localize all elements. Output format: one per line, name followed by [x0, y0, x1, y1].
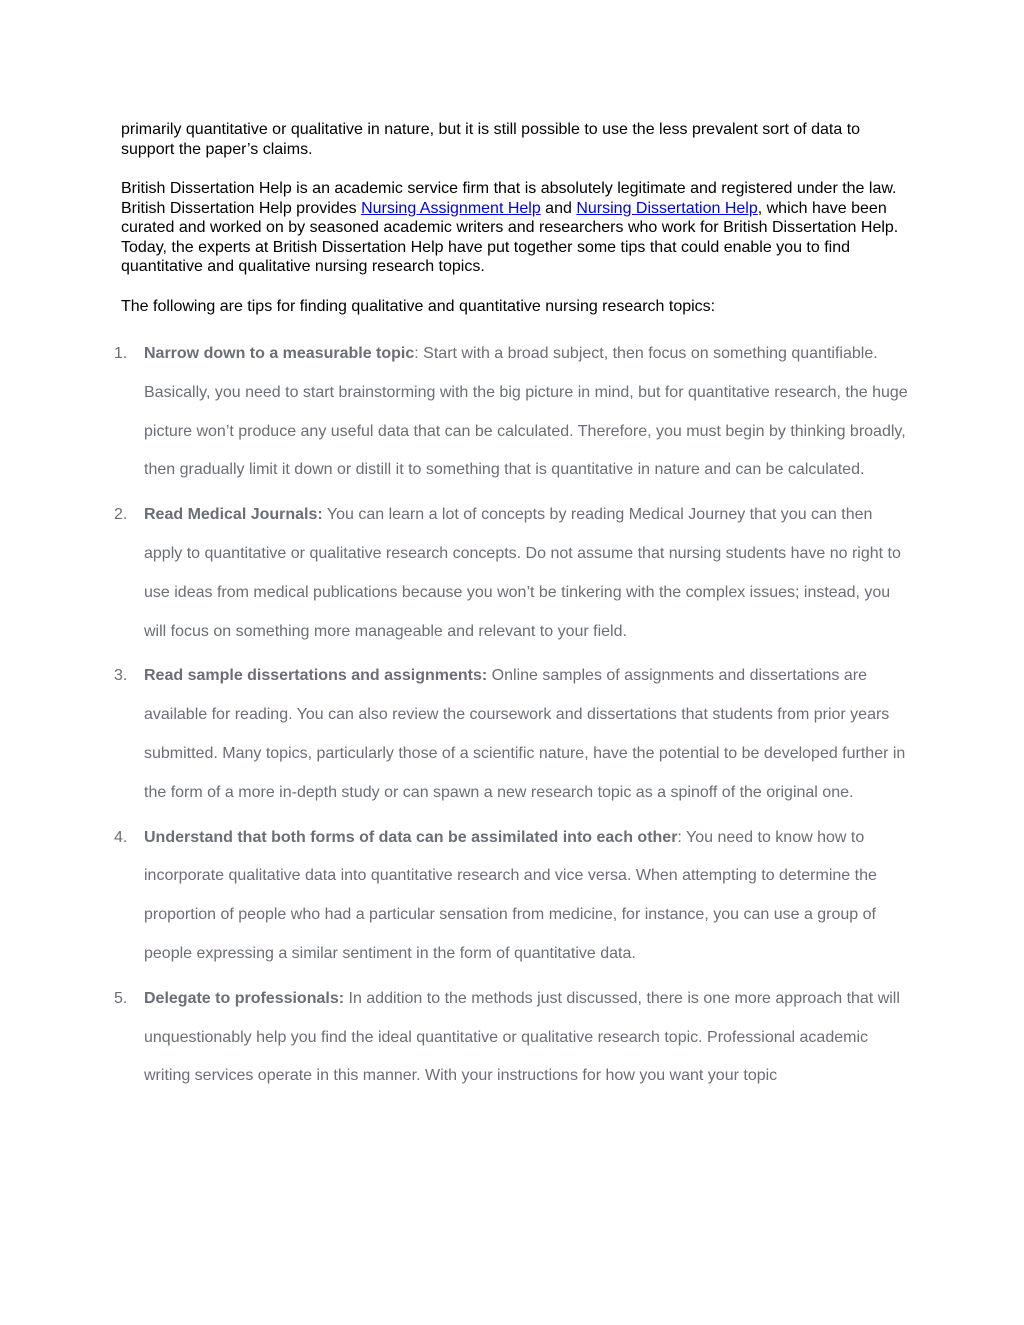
tips-list — [114, 335, 911, 1096]
intro-paragraph-1: primarily quantitative or qualitative in nature, but it is still possible to use the less prevalent sort of data to support the paper’s claims. — [121, 121, 861, 158]
tip-body: In addition to the methods just discussed, there is one more approach that will unquestionably help you find the ideal quantitative or qualitative research topic. Professional academic writing services operate in this manner. With your instructions for how you want your topic — [144, 989, 900, 1085]
nursing-dissertation-help-link[interactable]: Nursing Dissertation Help — [576, 199, 758, 217]
tip-number: 3. — [114, 667, 128, 685]
intro-text-b: and — [540, 199, 577, 217]
tip-item-5 — [114, 980, 911, 1096]
tip-item-1 — [114, 335, 911, 490]
tip-body: Online samples of assignments and dissertations are available for reading. You can also review the coursework and dissertations that students from prior years submitted. Many topics, particularly those of a scientific nature, have the potential to be developed further in the form of a more in-depth study or can spawn a new research topic as a spinoff of the original one. — [144, 667, 906, 801]
tip-title: Read Medical Journals: — [144, 506, 323, 524]
tip-number: 4. — [114, 828, 128, 846]
tip-number: 1. — [114, 345, 128, 362]
intro-text-a: British Dissertation Help is an academic service firm that is absolutely legitimate and registered under the law. British Dissertation Help provides — [121, 180, 897, 217]
tip-item-2 — [114, 496, 911, 651]
tip-title: Narrow down to a measurable topic — [144, 345, 415, 362]
tip-number: 2. — [114, 506, 128, 524]
tip-body: : Start with a broad subject, then focus on something quantifiable. Basically, you need to start brainstorming with the big picture in mind, but for quantitative research, the huge picture won’t produce any useful data that can be calculated. Therefore, you must begin by thinking broadly, then gradually limit it down or distill it to something that is quantitative in nature and can be calculated. — [144, 345, 908, 479]
tip-title: Read sample dissertations and assignments: — [144, 667, 488, 685]
tip-item-4 — [114, 819, 911, 974]
intro-text-c: , which have been curated and worked on by seasoned academic writers and researchers who work for British Dissertation Help. Today, the experts at British Dissertation Help have put together some tips that could enable you to find quantitative and qualitative nursing research topics. — [121, 199, 899, 275]
tip-body: : You need to know how to incorporate qualitative data into quantitative research and vice versa. When attempting to determine the proportion of people who had a particular sensation from medicine, for instance, you can use a group of people expressing a similar sentiment in the form of quantitative data. — [144, 828, 877, 962]
tip-title: Delegate to professionals: — [144, 989, 345, 1007]
intro-paragraph-2 — [121, 179, 911, 277]
tip-item-3 — [114, 657, 911, 812]
tip-body: You can learn a lot of concepts by reading Medical Journey that you can then apply to quantitative or qualitative research concepts. Do not assume that nursing students have no right to use ideas from medical publications because you won’t be tinkering with the complex issues; instead, you will focus on something more manageable and relevant to your field. — [144, 506, 901, 640]
page-content — [114, 120, 911, 1102]
tip-title: Understand that both forms of data can be assimilated into each other — [144, 828, 678, 846]
nursing-assignment-help-link[interactable]: Nursing Assignment Help — [361, 199, 541, 217]
tip-number: 5. — [114, 989, 128, 1007]
intro-paragraph-3: The following are tips for finding qualitative and quantitative nursing research topics: — [121, 297, 716, 315]
